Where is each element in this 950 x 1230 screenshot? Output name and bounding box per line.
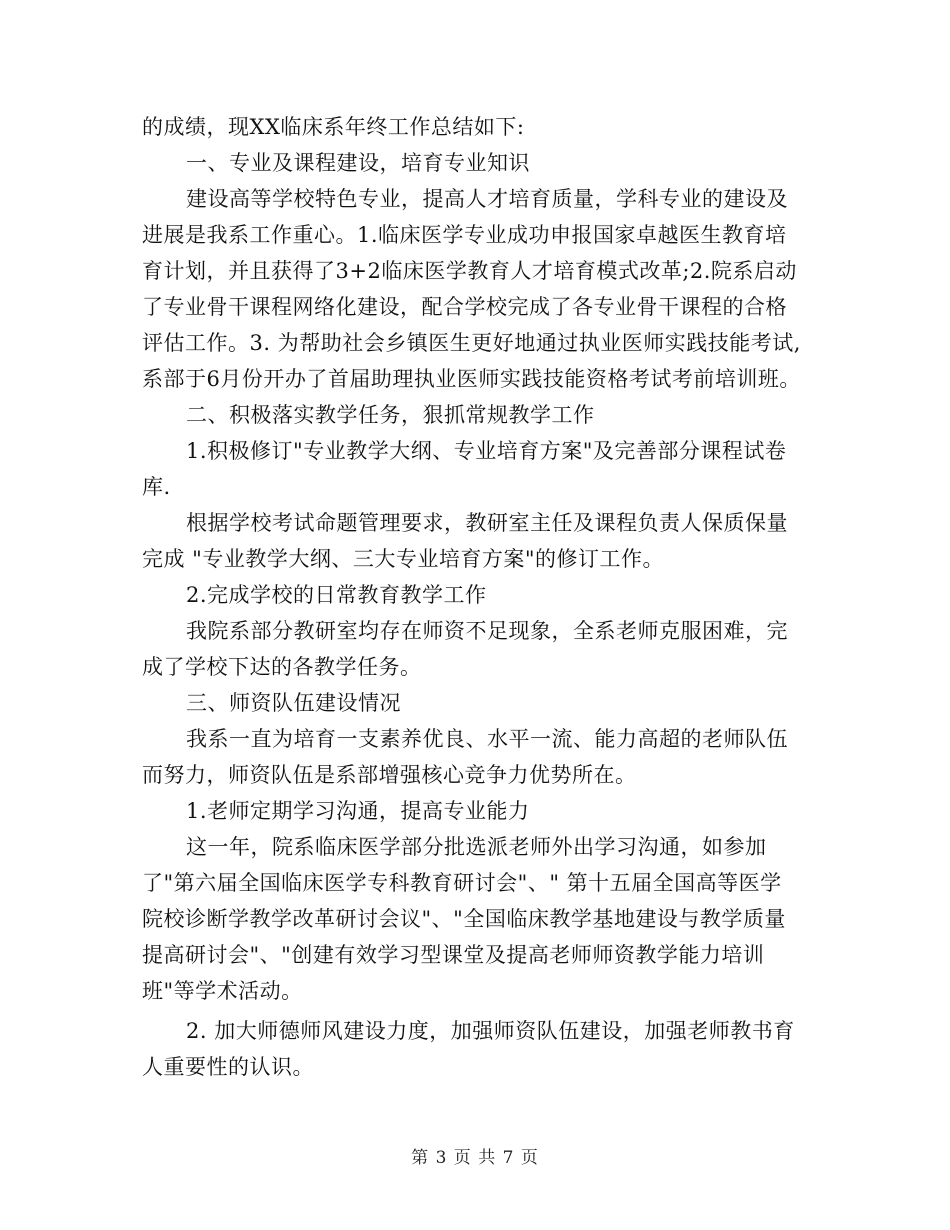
- paragraph-first-line: 这一年，院系临床医学部分批选派老师外出学习沟通，如参加: [186, 835, 767, 859]
- body-line: 的成绩，现XX临床系年终工作总结如下:: [142, 115, 525, 139]
- paragraph-first-line: 建设高等学校特色专业，提高人才培育质量，学科专业的建设及: [186, 187, 788, 211]
- body-line: 班"等学术活动。: [142, 979, 303, 1003]
- body-line: 育计划，并且获得了3+2临床医学教育人才培育模式改革;2.院系启动: [142, 259, 797, 283]
- body-line: 库.: [142, 475, 171, 499]
- body-line: 成了学校下达的各教学任务。: [142, 655, 422, 679]
- paragraph-first-line: 我系一直为培育一支素养优良、水平一流、能力高超的老师队伍: [186, 727, 788, 751]
- paragraph-first-line: 我院系部分教研室均存在师资不足现象，全系老师克服困难，完: [186, 619, 788, 643]
- subsection-heading: 1.积极修订"专业教学大纲、专业培育方案"及完善部分课程试卷: [186, 439, 787, 463]
- section-heading: 一、专业及课程建设，培育专业知识: [186, 151, 530, 175]
- body-line: 了专业骨干课程网络化建设，配合学校完成了各专业骨干课程的合格: [142, 295, 787, 319]
- body-line: 进展是我系工作重心。1.临床医学专业成功申报国家卓越医生教育培: [142, 223, 787, 247]
- body-line: 提高研讨会"、"创建有效学习型课堂及提高老师师资教学能力培训: [142, 943, 765, 967]
- section-heading: 三、师资队伍建设情况: [186, 691, 401, 715]
- subsection-heading: 1.老师定期学习沟通，提高专业能力: [186, 799, 530, 823]
- body-line: 了"第六届全国临床医学专科教育研讨会"、" 第十五届全国高等医学: [142, 871, 782, 895]
- body-line: 系部于6月份开办了首届助理执业医师实践技能资格考试考前培训班。: [142, 367, 801, 391]
- page-number-footer: 第 3 页 共 7 页: [411, 1148, 539, 1168]
- body-line: 而努力，师资队伍是系部增强核心竞争力优势所在。: [142, 763, 637, 787]
- section-heading: 二、积极落实教学任务，狠抓常规教学工作: [186, 403, 595, 427]
- paragraph-first-line: 根据学校考试命题管理要求，教研室主任及课程负责人保质保量: [186, 511, 788, 535]
- body-line: 完成 "专业教学大纲、三大专业培育方案"的修订工作。: [142, 547, 664, 571]
- subsection-heading: 2.完成学校的日常教育教学工作: [186, 583, 487, 607]
- subsection-heading: 2. 加大师德师风建设力度，加强师资队伍建设，加强老师教书育: [186, 1019, 795, 1043]
- body-line: 人重要性的认识。: [142, 1055, 314, 1079]
- body-line: 评估工作。3. 为帮助社会乡镇医生更好地通过执业医师实践技能考试,: [142, 331, 801, 355]
- body-line: 院校诊断学教学改革研讨会议"、"全国临床教学基地建设与教学质量: [142, 907, 786, 931]
